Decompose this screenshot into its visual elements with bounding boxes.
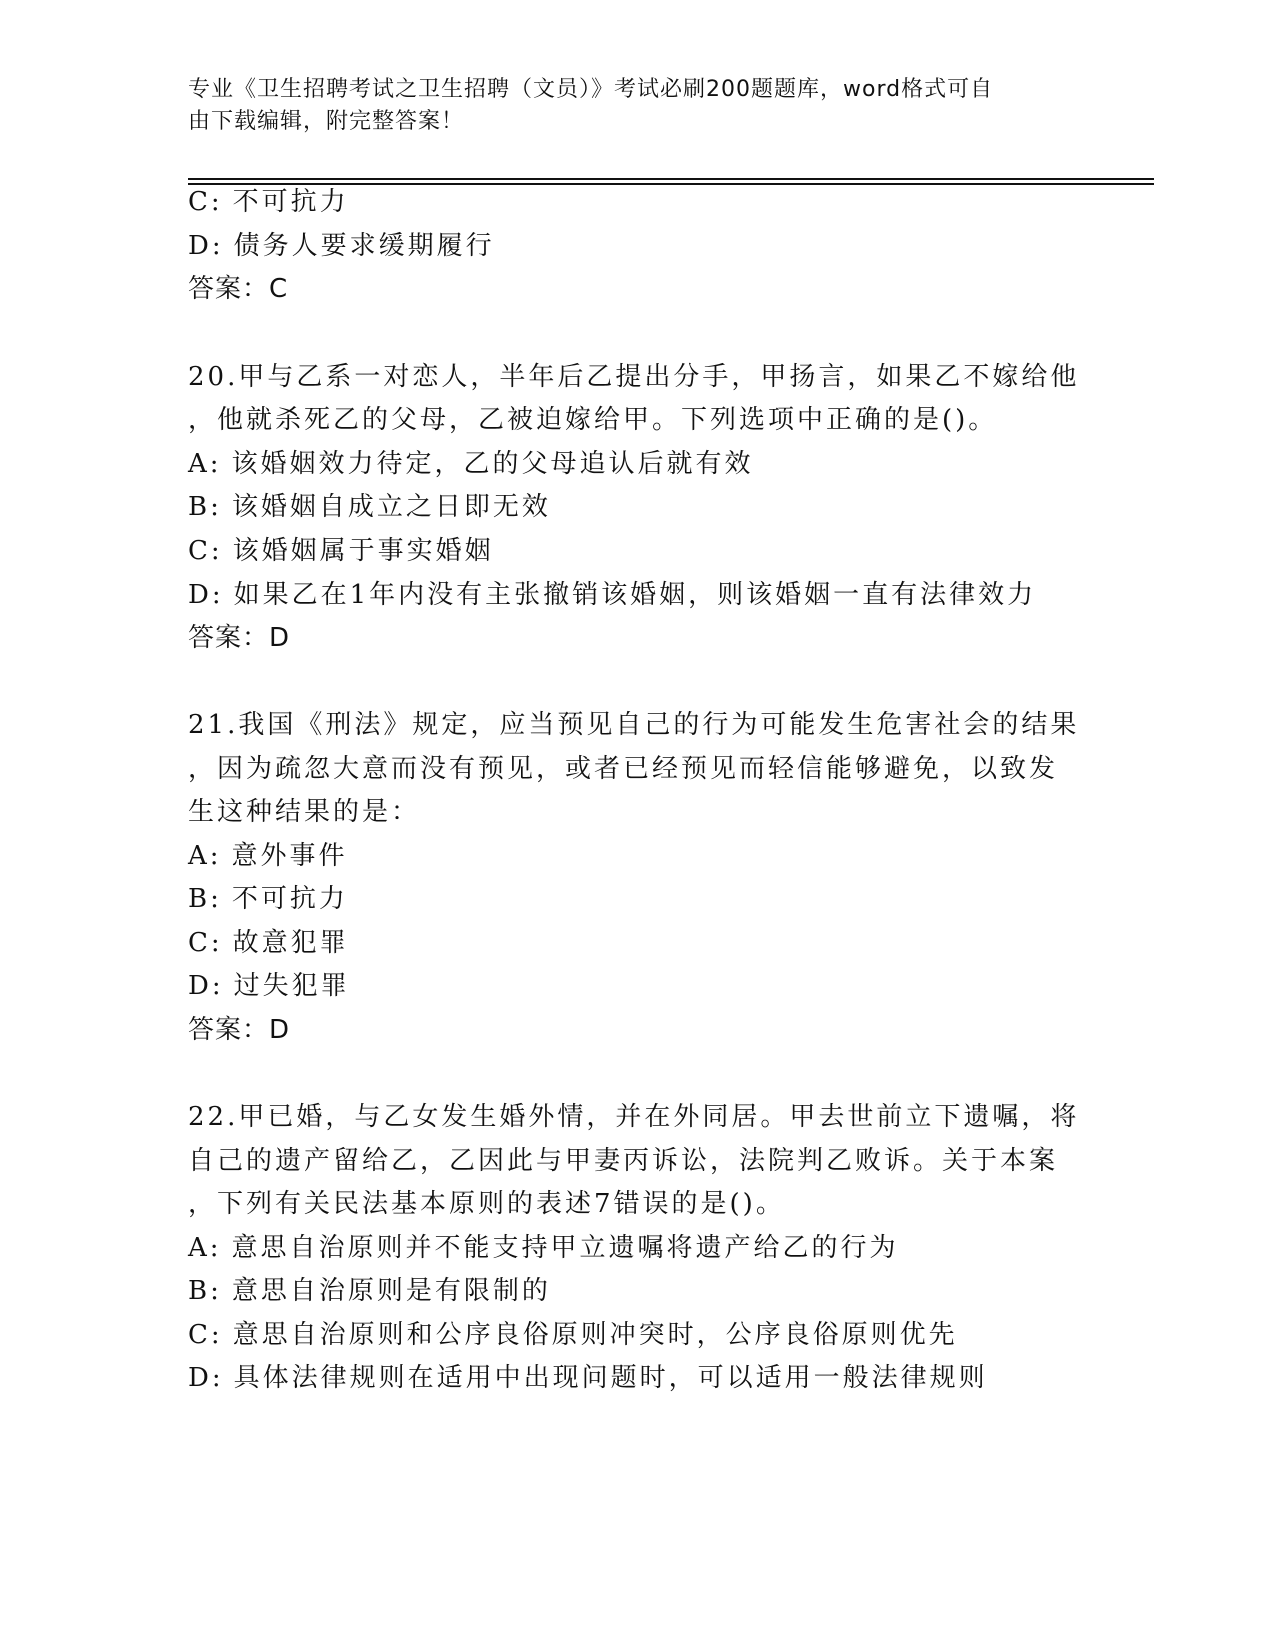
option-d: D: 过失犯罪 bbox=[188, 971, 350, 1001]
question-22-stem-line-3: ，下列有关民法基本原则的表述7错误的是()。 bbox=[188, 1189, 785, 1219]
question-number: 21. bbox=[188, 710, 239, 740]
option-a: A: 该婚姻效力待定，乙的父母追认后就有效 bbox=[188, 449, 754, 479]
option-b: B: 不可抗力 bbox=[188, 884, 348, 914]
option-a: A: 意思自治原则并不能支持甲立遗嘱将遗产给乙的行为 bbox=[188, 1233, 899, 1263]
question-22-stem-line-1: 22.甲已婚，与乙女发生婚外情，并在外同居。甲去世前立下遗嘱，将 bbox=[188, 1102, 1080, 1132]
question-21-stem-line-2: ，因为疏忽大意而没有预见，或者已经预见而轻信能够避免，以致发 bbox=[188, 754, 1059, 784]
option-c: C: 故意犯罪 bbox=[188, 928, 349, 958]
header-line-2: 由下载编辑，附完整答案！ bbox=[188, 109, 465, 134]
question-21-stem-line-1: 21.我国《刑法》规定，应当预见自己的行为可能发生危害社会的结果 bbox=[188, 710, 1080, 740]
question-number: 22. bbox=[188, 1102, 239, 1132]
question-20-stem-line-1: 20.甲与乙系一对恋人，半年后乙提出分手，甲扬言，如果乙不嫁给他 bbox=[188, 362, 1080, 392]
option-d: D: 如果乙在1年内没有主张撤销该婚姻，则该婚姻一直有法律效力 bbox=[188, 580, 1037, 610]
document-header bbox=[188, 74, 1068, 138]
answer-line: 答案：D bbox=[188, 623, 291, 653]
answer-line: 答案：D bbox=[188, 1015, 291, 1045]
question-number: 20. bbox=[188, 362, 239, 392]
header-line-1: 专业《卫生招聘考试之卫生招聘（文员）》考试必刷200题题库，word格式可自 bbox=[188, 77, 994, 102]
option-b: B: 该婚姻自成立之日即无效 bbox=[188, 492, 551, 522]
option-b: B: 意思自治原则是有限制的 bbox=[188, 1276, 551, 1306]
option-d: D: 具体法律规则在适用中出现问题时，可以适用一般法律规则 bbox=[188, 1363, 988, 1393]
question-21-stem-line-3: 生这种结果的是： bbox=[188, 797, 421, 827]
answer-line: 答案：C bbox=[188, 274, 289, 304]
header-divider-bottom bbox=[188, 183, 1154, 185]
header-divider-top bbox=[188, 178, 1154, 180]
question-20-stem-line-2: ，他就杀死乙的父母，乙被迫嫁给甲。下列选项中正确的是()。 bbox=[188, 405, 998, 435]
option-a: A: 意外事件 bbox=[188, 841, 348, 871]
option-c: C: 该婚姻属于事实婚姻 bbox=[188, 536, 494, 566]
option-d: D: 债务人要求缓期履行 bbox=[188, 231, 495, 261]
option-c: C: 意思自治原则和公序良俗原则冲突时，公序良俗原则优先 bbox=[188, 1320, 958, 1350]
question-22-stem-line-2: 自己的遗产留给乙，乙因此与甲妻丙诉讼，法院判乙败诉。关于本案 bbox=[188, 1146, 1059, 1176]
option-c: C: 不可抗力 bbox=[188, 187, 349, 217]
